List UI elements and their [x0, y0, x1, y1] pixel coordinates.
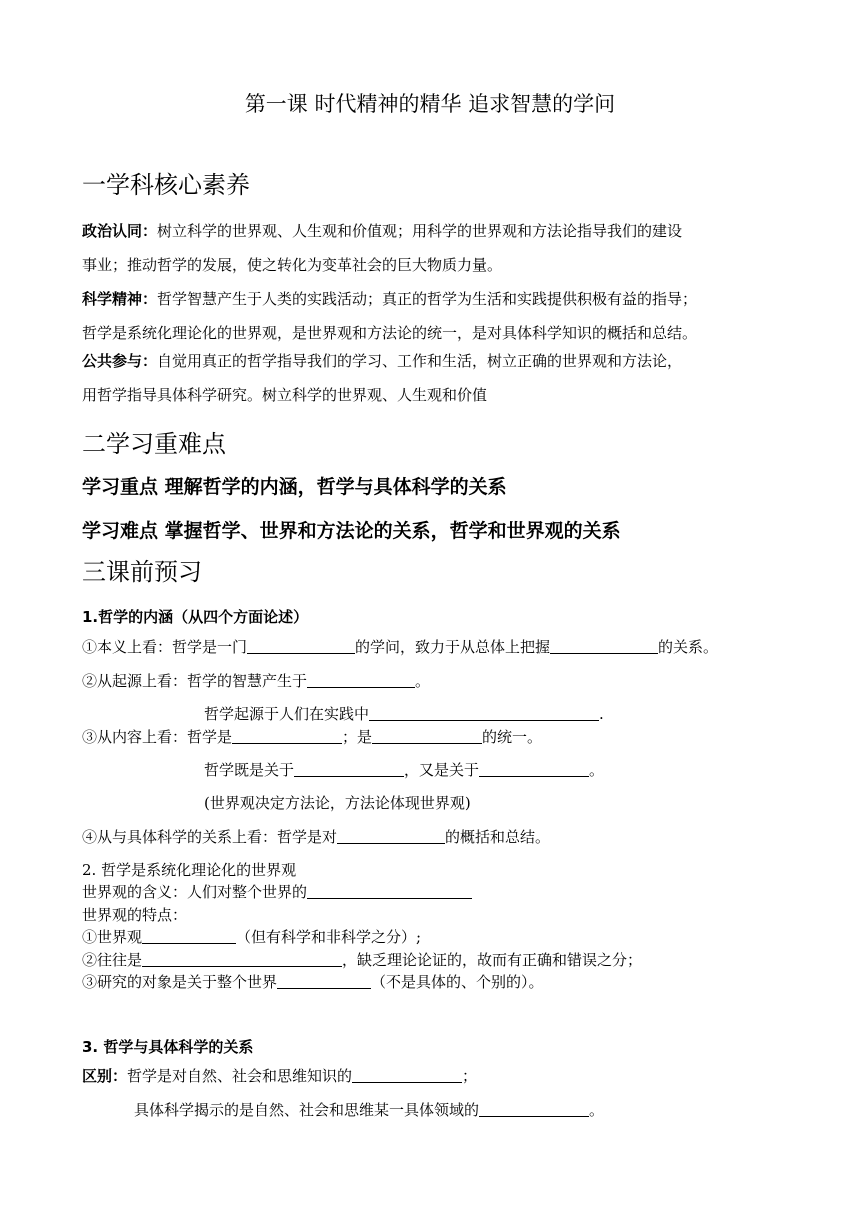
text: ④从与具体科学的关系上看：哲学是对 — [82, 828, 338, 846]
fill-blank[interactable] — [372, 728, 482, 744]
text: ；是 — [342, 728, 373, 746]
q2-meaning — [82, 881, 472, 902]
text: ①世界观 — [82, 928, 143, 946]
q2-feature-2 — [82, 949, 642, 970]
section-heading-key-points: 二学习重难点 — [82, 430, 226, 458]
q3-title: 3. 哲学与具体科学的关系 — [82, 1038, 254, 1056]
text: 世界观的含义：人们对整个世界的 — [82, 883, 308, 901]
political-identity-line1 — [82, 220, 682, 241]
q2-feature-3 — [82, 971, 544, 992]
scientific-spirit-line1 — [82, 288, 697, 309]
section-heading-core-literacy: 一学科核心素养 — [82, 171, 250, 199]
text: 的概括和总结。 — [445, 828, 551, 846]
learning-focus: 学习重点 理解哲学的内涵，哲学与具体科学的关系 — [82, 476, 507, 498]
political-identity-label: 政治认同： — [82, 222, 158, 240]
q1-line-practice — [204, 703, 604, 724]
q2-title: 2. 哲学是系统化理论化的世界观 — [82, 861, 297, 879]
text: 的统一。 — [482, 728, 543, 746]
fill-blank[interactable] — [307, 672, 415, 688]
q1-line-both — [204, 759, 604, 780]
political-identity-text1: 树立科学的世界观、人生观和价值观；用科学的世界观和方法论指导我们的建设 — [157, 222, 683, 240]
q1-line-note: (世界观决定方法论，方法论体现世界观) — [204, 794, 471, 812]
difference-label: 区别： — [82, 1067, 128, 1085]
q1-title: 1.哲学的内涵（从四个方面论述） — [82, 608, 309, 626]
fill-blank[interactable] — [479, 1101, 589, 1117]
q2-feature-1 — [82, 926, 421, 947]
fill-blank[interactable] — [247, 638, 355, 654]
section-heading-preview: 三课前预习 — [82, 558, 202, 586]
q2-features: 世界观的特点： — [82, 906, 188, 924]
text: ③研究的对象是关于整个世界 — [82, 973, 278, 991]
scientific-spirit-text1: 哲学智慧产生于人类的实践活动；真正的哲学为生活和实践提供积极有益的指导； — [157, 290, 698, 308]
learning-difficulty: 学习难点 掌握哲学、世界和方法论的关系，哲学和世界观的关系 — [82, 520, 621, 542]
q1-line-content — [82, 726, 542, 747]
public-participation-text1: 自觉用真正的哲学指导我们的学习、工作和生活，树立正确的世界观和方法论， — [157, 352, 683, 370]
scientific-spirit-label: 科学精神： — [82, 290, 158, 308]
scientific-spirit-text2: 哲学是系统化理论化的世界观，是世界观和方法论的统一，是对具体科学知识的概括和总结。 — [82, 324, 698, 342]
text: ①本义上看：哲学是一门 — [82, 638, 248, 656]
public-participation-text2: 用哲学指导具体科学研究。树立科学的世界观、人生观和价值 — [82, 386, 488, 404]
political-identity-text2: 事业；推动哲学的发展，使之转化为变革社会的巨大物质力量。 — [82, 256, 503, 274]
text: 。 — [589, 1101, 605, 1119]
q1-line-origin — [82, 670, 430, 691]
text: 具体科学揭示的是自然、社会和思维某一具体领域的 — [134, 1101, 480, 1119]
fill-blank[interactable] — [142, 951, 342, 967]
fill-blank[interactable] — [307, 883, 472, 899]
fill-blank[interactable] — [232, 728, 342, 744]
fill-blank[interactable] — [142, 928, 236, 944]
public-participation-label: 公共参与： — [82, 352, 158, 370]
text: 哲学是对自然、社会和思维知识的 — [127, 1067, 353, 1085]
text: ； — [462, 1067, 478, 1085]
text: 。 — [415, 672, 431, 690]
text: . — [599, 705, 604, 723]
public-participation-line1 — [82, 350, 682, 371]
text: ②往往是 — [82, 951, 143, 969]
fill-blank[interactable] — [369, 705, 599, 721]
fill-blank[interactable] — [294, 761, 404, 777]
page-title: 第一课 时代精神的精华 追求智慧的学问 — [244, 92, 616, 116]
q1-line-original-meaning — [82, 636, 718, 657]
text: 哲学既是关于 — [204, 761, 295, 779]
fill-blank[interactable] — [479, 761, 589, 777]
text: ②从起源上看：哲学的智慧产生于 — [82, 672, 308, 690]
text: 的关系。 — [658, 638, 719, 656]
text: ③从内容上看：哲学是 — [82, 728, 233, 746]
fill-blank[interactable] — [550, 638, 658, 654]
fill-blank[interactable] — [337, 828, 445, 844]
q1-line-relation — [82, 826, 550, 847]
fill-blank[interactable] — [277, 973, 371, 989]
text: （但有科学和非科学之分）; — [236, 928, 422, 946]
fill-blank[interactable] — [352, 1067, 462, 1083]
text: （不是具体的、个别的）。 — [371, 973, 544, 991]
text: ，又是关于 — [404, 761, 480, 779]
text: 哲学起源于人们在实践中 — [204, 705, 370, 723]
text: ，缺乏理论论证的，故而有正确和错误之分； — [342, 951, 643, 969]
text: 。 — [589, 761, 605, 779]
text: 的学问，致力于从总体上把握 — [355, 638, 551, 656]
q3-line-difference — [82, 1065, 477, 1086]
q3-line-specific-science — [134, 1099, 604, 1120]
